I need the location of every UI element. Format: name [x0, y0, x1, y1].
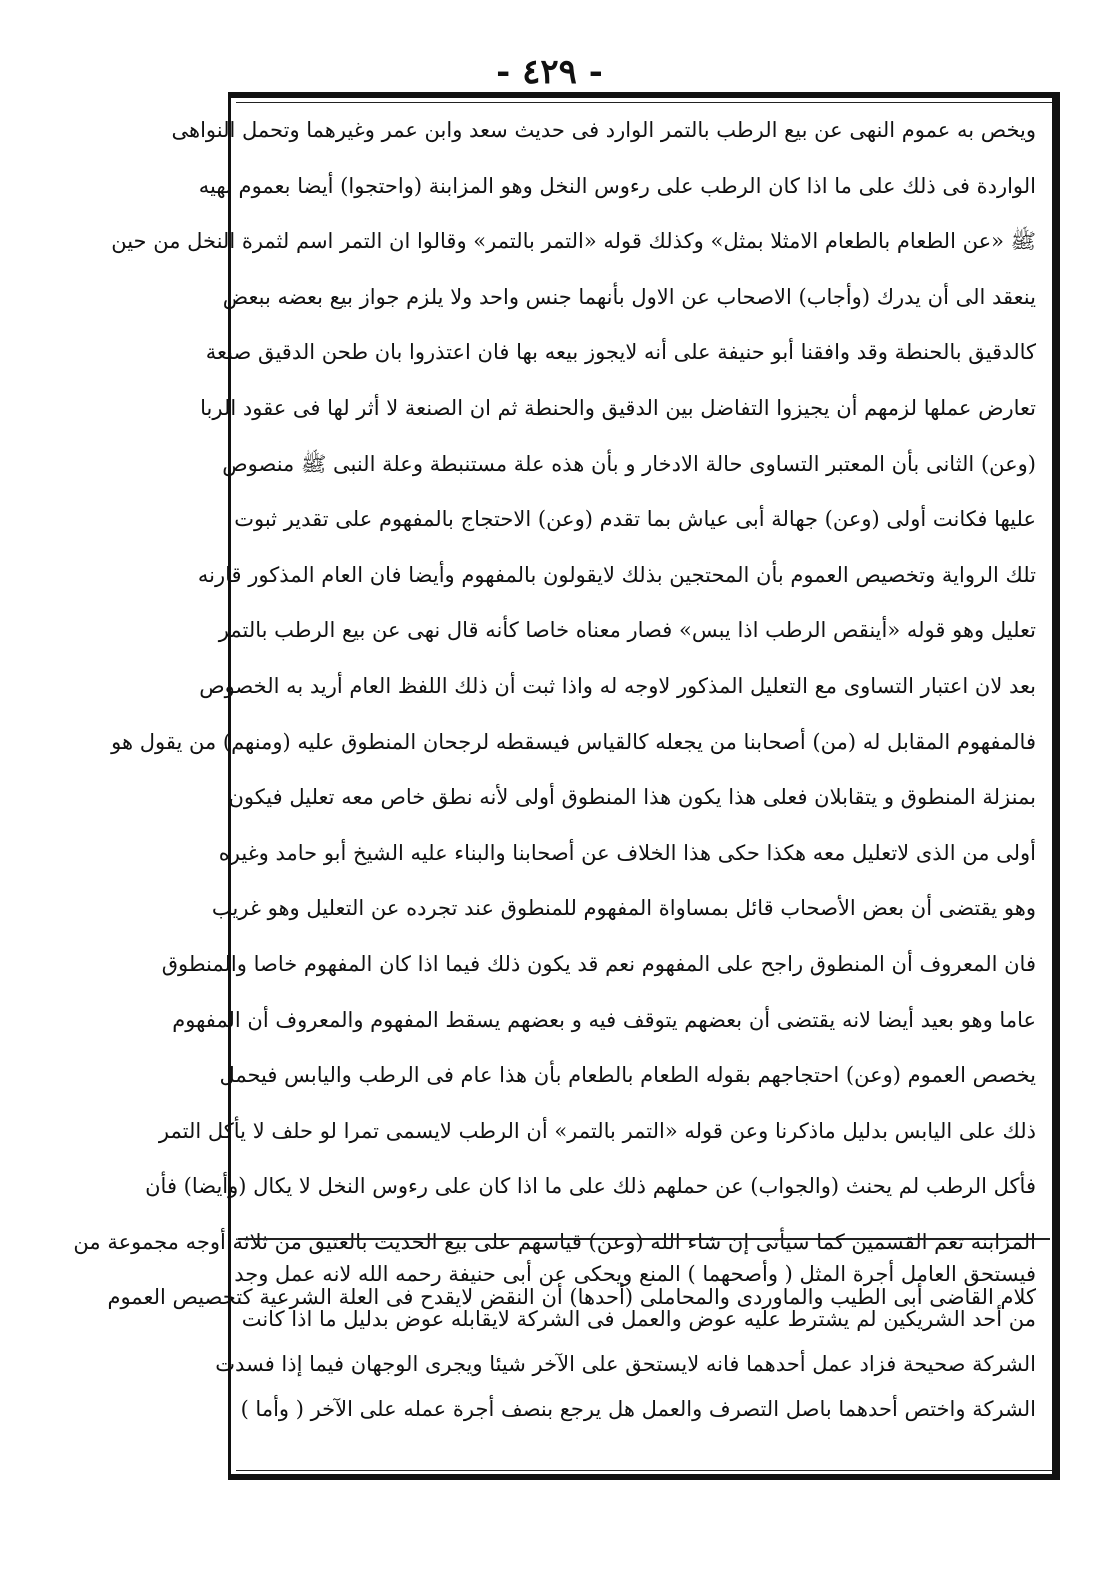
text-line: ينعقد الى أن يدرك (وأجاب) الاصحاب عن الاول بأنهما جنس واحد ولا يلزم جواز بيع بعضه ببعض	[222, 284, 1036, 309]
text-line: كلام القاضى أبى الطيب والماوردى والمحاملى (أحدها) أن النقض لايقدح فى العلة الشرعية كتخصيص العموم	[107, 1285, 1036, 1310]
text-line: وهو يقتضى أن بعض الأصحاب قائل بمساواة المفهوم للمنطوق عند تجرده عن التعليل وهو غريب	[211, 896, 1036, 921]
main-text-block	[73, 118, 1036, 1341]
footnote-line: من أحد الشريكين لم يشترط عليه عوض والعمل فى الشركة لايقابله عوض بدليل ما اذا كانت	[241, 1307, 1036, 1331]
footnote-divider	[238, 1238, 1050, 1240]
footnote-line: فيستحق العامل أجرة المثل ( وأصحهما ) المنع ويحكى عن أبى حنيفة رحمه الله لانه عمل وجد	[234, 1262, 1036, 1286]
page-number: - ٤٢٩ -	[496, 52, 603, 92]
text-line: بعد لان اعتبار التساوى مع التعليل المذكور لاوجه له واذا ثبت أن ذلك اللفظ العام أريد به الخصوص	[199, 673, 1036, 698]
text-line: فالمفهوم المقابل له (من) أصحابنا من يجعله كالقياس فيسقطه لرجحان المنطوق عليه (ومنهم) من يقول هو	[111, 729, 1036, 754]
frame-inner-top-rule	[236, 102, 1052, 103]
text-line: ذلك على اليابس بدليل ماذكرنا وعن قوله «التمر بالتمر» أن الرطب لايسمى تمرا لو حلف لا يأكل التمر	[158, 1118, 1036, 1143]
text-line: عليها فكانت أولى (وعن) جهالة أبى عياش بما تقدم (وعن) الاحتجاج بالمفهوم على تقدير ثبوت	[234, 507, 1036, 532]
text-line: يخصص العموم (وعن) احتجاجهم بقوله الطعام بالطعام بأن هذا عام فى الرطب واليابس فيحمل	[219, 1063, 1036, 1088]
footnote-line: الشركة واختص أحدهما باصل التصرف والعمل هل يرجع بنصف أجرة عمله على الآخر ( وأما )	[240, 1397, 1036, 1421]
footnote-line: الشركة صحيحة فزاد عمل أحدهما فانه لايستحق على الآخر شيئا ويجرى الوجهان فيما إذا فسدت	[215, 1352, 1036, 1376]
text-line: تلك الرواية وتخصيص العموم بأن المحتجين بذلك لايقولون بالمفهوم وأيضا فان العام المذكور قارنه	[197, 562, 1036, 587]
text-line: ويخص به عموم النهى عن بيع الرطب بالتمر الوارد فى حديث سعد وابن عمر وغيرهما وتحمل النواهى	[171, 118, 1036, 142]
text-line: كالدقيق بالحنطة وقد وافقنا أبو حنيفة على أنه لايجوز بيعه بها فان اعتذروا بان طحن الدقيق صنعة	[205, 340, 1036, 365]
text-line: بمنزلة المنطوق و يتقابلان فعلى هذا يكون هذا المنطوق أولى لأنه نطق خاص معه تعليل فيكون	[228, 785, 1036, 810]
text-line: عاما وهو بعيد أيضا لانه يقتضى أن بعضهم يتوقف فيه و بعضهم يسقط المفهوم والمعروف أن المفهوم	[172, 1007, 1036, 1032]
frame-inner-bottom-rule	[236, 1470, 1052, 1471]
footnote-block	[107, 1262, 1036, 1442]
text-line: تعارض عملها لزمهم أن يجيزوا التفاضل بين الدقيق والحنطة ثم ان الصنعة لا أثر لها فى عقود الربا	[200, 395, 1036, 420]
text-line: فأكل الرطب لم يحنث (والجواب) عن حملهم ذلك على ما اذا كان على رءوس النخل لا يكال (وأيضا) فأن	[145, 1174, 1036, 1199]
text-line: فان المعروف أن المنطوق راجح على المفهوم نعم قد يكون ذلك فيما اذا كان المفهوم خاصا والمنطوق	[161, 951, 1036, 976]
text-line: المزابنة تعم القسمين كما سيأتى إن شاء الله (وعن) قياسهم على بيع الحديث بالعتيق من ثلاثة أوجه مجموعة من	[73, 1229, 1036, 1254]
text-line: الواردة فى ذلك على ما اذا كان الرطب على رءوس النخل وهو المزابنة (واحتجوا) أيضا بعموم نهيه	[198, 173, 1036, 198]
text-line: (وعن) الثانى بأن المعتبر التساوى حالة الادخار و بأن هذه علة مستنبطة وعلة النبى ﷺ منصوص	[222, 451, 1036, 476]
text-line: ﷺ «عن الطعام بالطعام الامثلا بمثل» وكذلك قوله «التمر بالتمر» وقالوا ان التمر اسم لثمرة النخل من حين	[111, 229, 1036, 254]
text-line: تعليل وهو قوله «أينقص الرطب اذا يبس» فصار معناه خاصا كأنه قال نهى عن بيع الرطب بالتمر	[218, 618, 1036, 643]
text-line: أولى من الذى لاتعليل معه هكذا حكى هذا الخلاف عن أصحابنا والبناء عليه الشيخ أبو حامد وغيره	[218, 840, 1036, 865]
